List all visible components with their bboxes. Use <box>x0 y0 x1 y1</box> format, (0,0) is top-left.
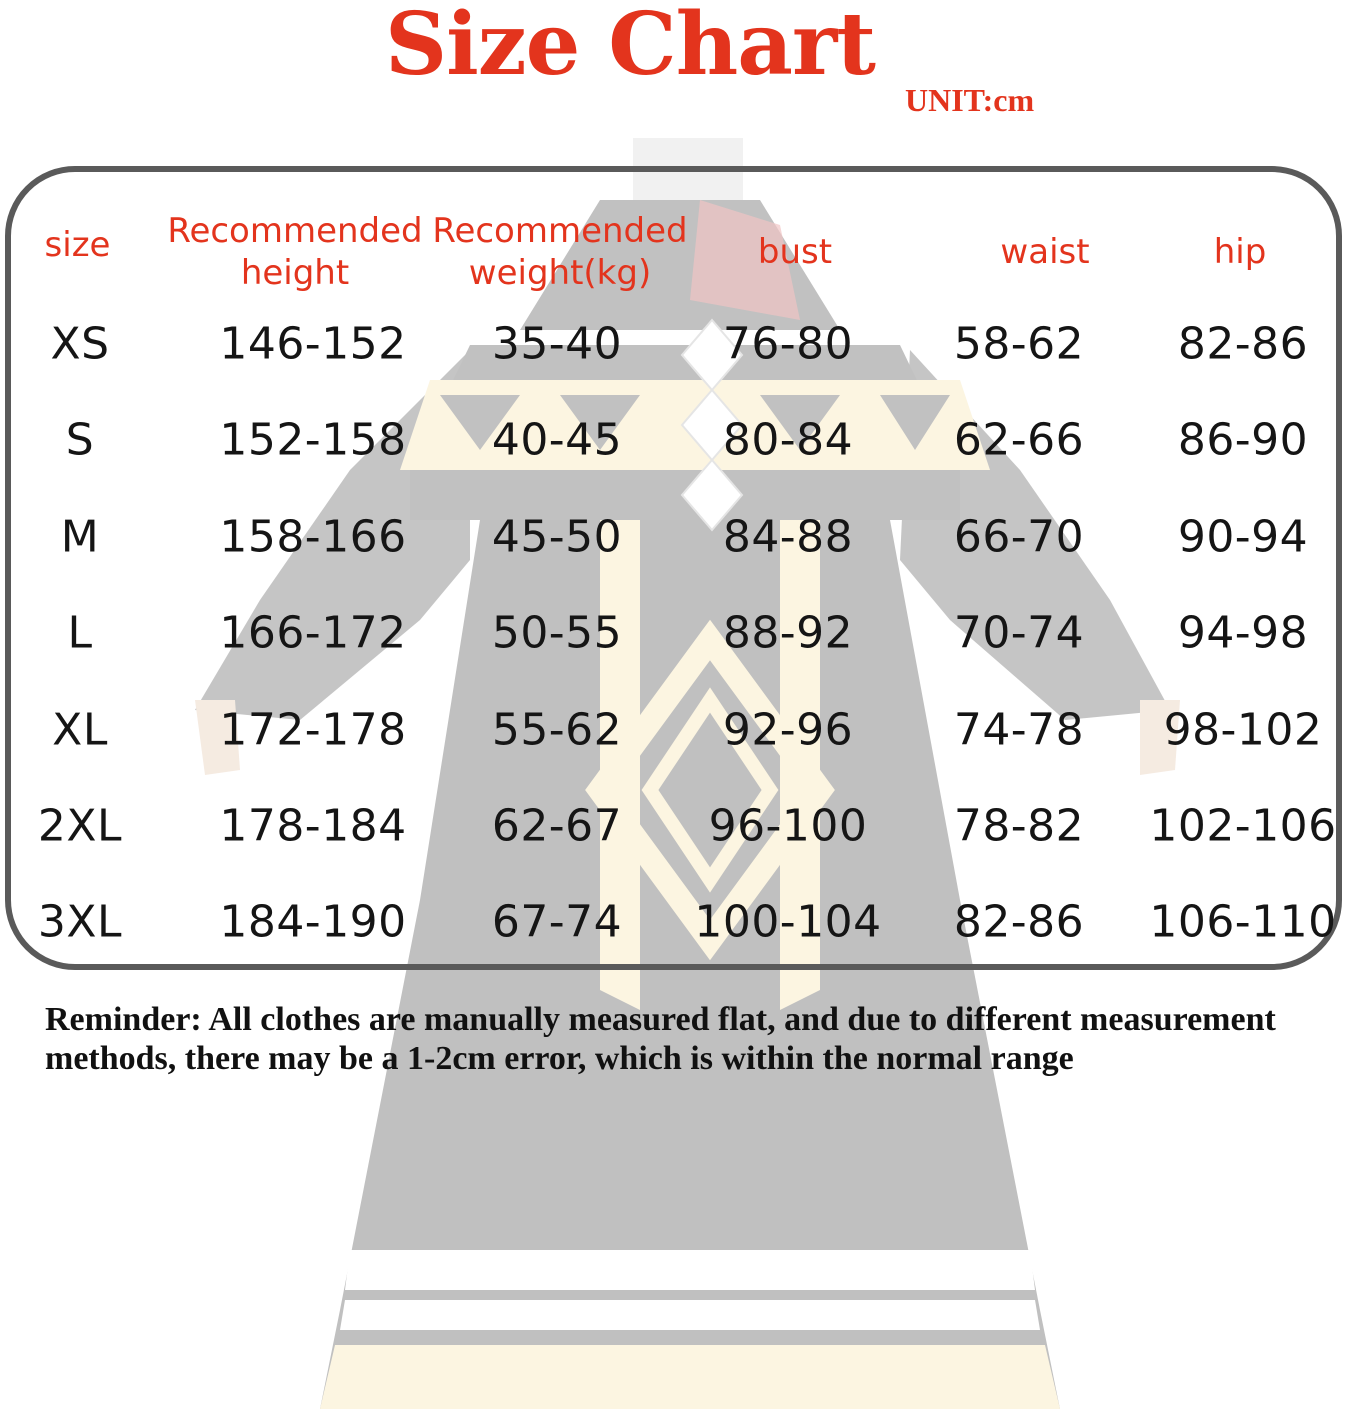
hip-cell: 106-110 <box>1149 896 1337 948</box>
size-cell: 3XL <box>37 896 123 948</box>
bust-cell: 92-96 <box>722 704 854 756</box>
size-cell: XS <box>50 318 110 370</box>
size-cell: L <box>67 607 93 659</box>
page-title: Size Chart <box>385 0 876 95</box>
header-weight-line2: weight(kg) <box>468 253 652 293</box>
header-hip <box>1160 231 1320 273</box>
height-cell: 166-172 <box>219 607 407 659</box>
header-height-line1: Recommended <box>167 211 423 251</box>
bust-cell: 96-100 <box>708 800 868 852</box>
height-cell: 158-166 <box>219 511 407 563</box>
hip-cell: 86-90 <box>1177 414 1309 466</box>
hip-cell: 94-98 <box>1177 607 1309 659</box>
weight-cell: 55-62 <box>491 704 623 756</box>
bust-cell: 100-104 <box>694 896 882 948</box>
header-waist <box>965 231 1125 273</box>
waist-cell: 66-70 <box>953 511 1085 563</box>
waist-cell: 70-74 <box>953 607 1085 659</box>
weight-cell: 67-74 <box>491 896 623 948</box>
bust-cell: 84-88 <box>722 511 854 563</box>
size-cell: 2XL <box>37 800 123 852</box>
hip-cell: 82-86 <box>1177 318 1309 370</box>
hip-cell: 98-102 <box>1163 704 1323 756</box>
weight-cell: 35-40 <box>491 318 623 370</box>
waist-cell: 74-78 <box>953 704 1085 756</box>
waist-cell: 58-62 <box>953 318 1085 370</box>
waist-cell: 62-66 <box>953 414 1085 466</box>
header-waist-label: waist <box>1000 232 1090 272</box>
height-cell: 146-152 <box>219 318 407 370</box>
waist-cell: 78-82 <box>953 800 1085 852</box>
header-bust-label: bust <box>757 232 833 272</box>
header-weight <box>430 210 690 294</box>
header-size <box>30 224 125 266</box>
height-cell: 172-178 <box>219 704 407 756</box>
header-height <box>165 210 425 294</box>
size-cell: S <box>65 414 95 466</box>
bust-cell: 76-80 <box>722 318 854 370</box>
height-cell: 178-184 <box>219 800 407 852</box>
bust-cell: 88-92 <box>722 607 854 659</box>
hip-cell: 90-94 <box>1177 511 1309 563</box>
weight-cell: 62-67 <box>491 800 623 852</box>
weight-cell: 40-45 <box>491 414 623 466</box>
weight-cell: 50-55 <box>491 607 623 659</box>
height-cell: 152-158 <box>219 414 407 466</box>
size-cell: XL <box>52 704 108 756</box>
header-height-line2: height <box>240 253 350 293</box>
reminder-note: Reminder: All clothes are manually measured flat, and due to different measurement methods, there may be a 1-2cm error, which is within the normal range <box>45 1001 1276 1077</box>
size-cell: M <box>60 511 100 563</box>
header-size-label: size <box>44 225 111 265</box>
header-weight-line1: Recommended <box>432 211 688 251</box>
unit-label: UNIT:cm <box>905 82 1035 118</box>
bust-cell: 80-84 <box>722 414 854 466</box>
hip-cell: 102-106 <box>1149 800 1337 852</box>
height-cell: 184-190 <box>219 896 407 948</box>
header-bust <box>715 231 875 273</box>
header-hip-label: hip <box>1213 232 1267 272</box>
weight-cell: 45-50 <box>491 511 623 563</box>
waist-cell: 82-86 <box>953 896 1085 948</box>
